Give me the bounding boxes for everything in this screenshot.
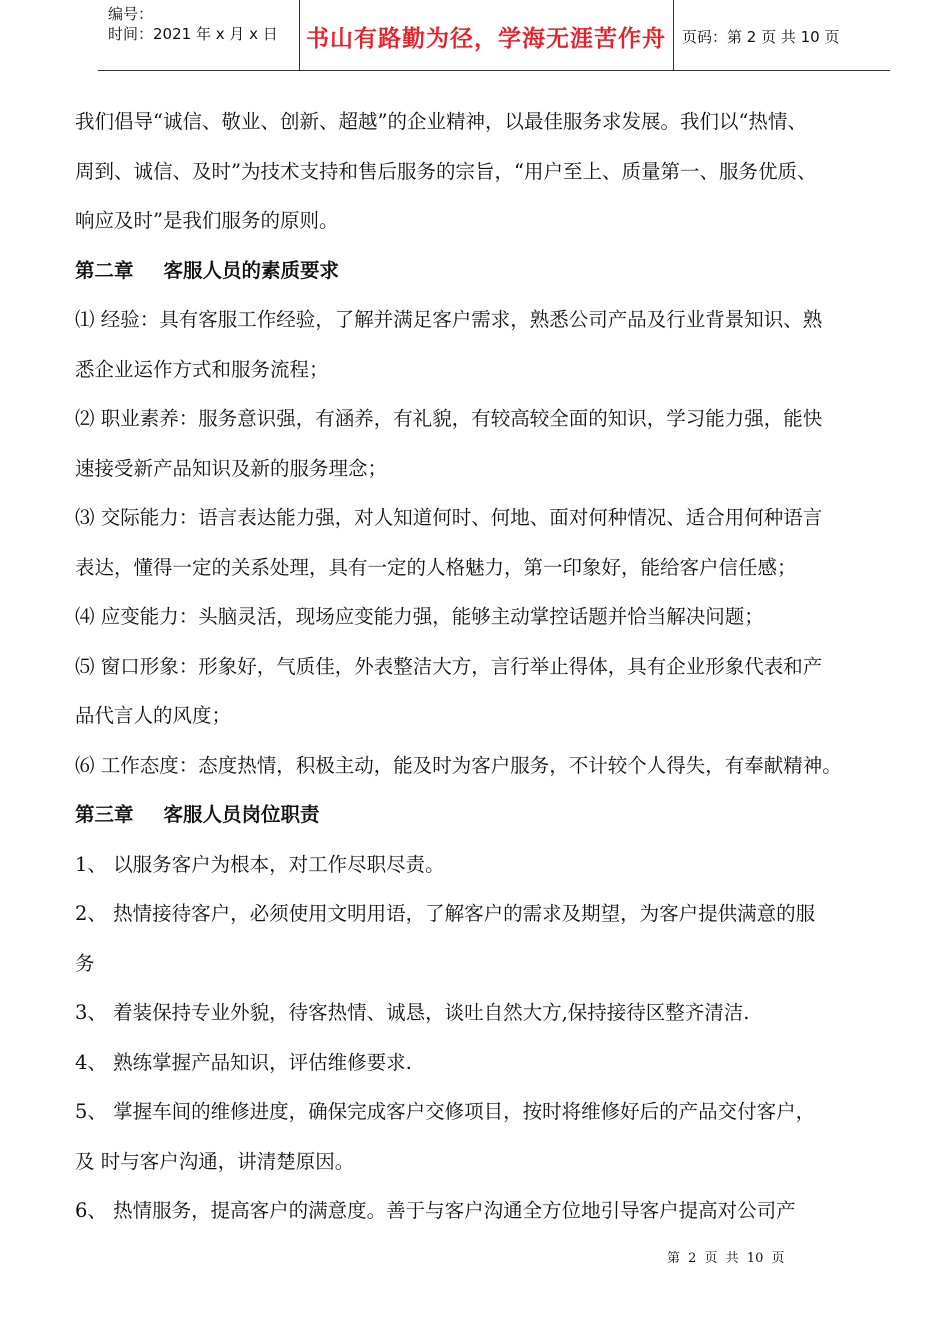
page-header: [98, 0, 890, 71]
chapter-title: 客服人员岗位职责: [163, 803, 320, 826]
body-line: ⑴ 经验：具有客服工作经验，了解并满足客户需求，熟悉公司产品及行业背景知识、熟: [75, 308, 823, 331]
document-body: [75, 97, 917, 1236]
body-line: 速接受新产品知识及新的服务理念；: [75, 456, 388, 480]
body-line: 悉企业运作方式和服务流程；: [75, 357, 329, 381]
body-line: 5、 掌握车间的维修进度，确保完成客户交修项目，按时将维修好后的产品交付客户，: [75, 1100, 816, 1123]
body-line: ⑶ 交际能力：语言表达能力强，对人知道何时、何地、面对何种情况、适合用何种语言: [75, 506, 823, 529]
header-divider: [673, 0, 674, 70]
header-motto: 书山有路勤为径，学海无涯苦作舟: [306, 25, 666, 52]
body-line: ⑵ 职业素养：服务意识强，有涵养，有礼貌，有较高较全面的知识，学习能力强，能快: [75, 407, 823, 430]
number-label: 编号：: [108, 5, 154, 23]
body-line: 2、 热情接待客户，必须使用文明用语，了解客户的需求及期望，为客户提供满意的服: [75, 902, 816, 925]
chapter-title: 客服人员的素质要求: [163, 258, 340, 282]
body-line: 务: [75, 951, 95, 975]
body-line: 及 时与客户沟通，讲清楚原因。: [75, 1149, 355, 1173]
page-footer: 第 2 页 共 10 页: [667, 1251, 785, 1266]
body-line: 品代言人的风度；: [75, 704, 232, 727]
body-line: ⑸ 窗口形象：形象好，气质佳，外表整洁大方，言行举止得体，具有企业形象代表和产: [75, 654, 823, 678]
header-meta: [108, 4, 298, 44]
body-line: ⑹ 工作态度：态度热情，积极主动，能及时为客户服务，不计较个人得失，有奉献精神。: [75, 753, 842, 777]
header-page-label: 页码：第 2 页 共 10 页: [682, 28, 840, 46]
body-line: 4、 熟练掌握产品知识，评估维修要求.: [75, 1050, 412, 1074]
body-line: 3、 着装保持专业外貌，待客热情、诚恳，谈吐自然大方,保持接待区整齐清洁.: [75, 1001, 750, 1024]
body-line: 表达，懂得一定的关系处理，具有一定的人格魅力，第一印象好，能给客户信任感；: [75, 555, 797, 579]
body-line: 响应及时”是我们服务的原则。: [75, 209, 339, 232]
body-line: 我们倡导“诚信、敬业、创新、超越”的企业精神，以最佳服务求发展。我们以“热情、: [75, 110, 807, 133]
chapter-heading: [75, 790, 917, 840]
body-line: ⑷ 应变能力：头脑灵活，现场应变能力强，能够主动掌控话题并恰当解决问题；: [75, 605, 764, 628]
body-line: 1、 以服务客户为根本，对工作尽职尽责。: [75, 852, 445, 876]
chapter-heading: [75, 246, 917, 296]
chapter-number: 第二章: [75, 258, 134, 282]
body-line: 6、 热情服务，提高客户的满意度。善于与客户沟通全方位地引导客户提高对公司产: [75, 1199, 796, 1222]
body-line: 周到、诚信、及时”为技术支持和售后服务的宗旨，“用户至上、质量第一、服务优质、: [75, 159, 817, 183]
time-label: 时间：2021 年 x 月 x 日: [108, 25, 278, 43]
chapter-number: 第三章: [75, 803, 134, 826]
